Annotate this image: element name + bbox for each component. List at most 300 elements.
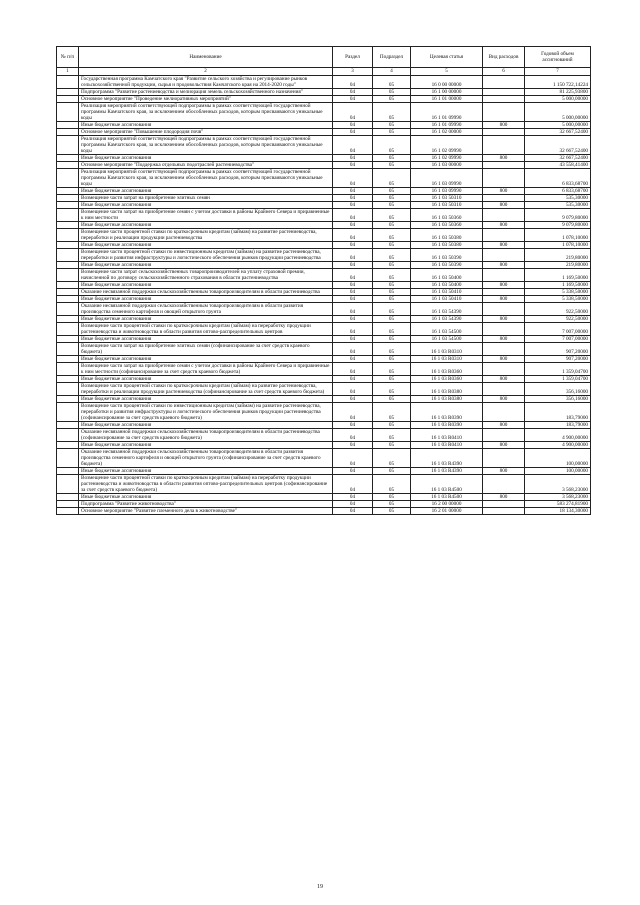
row-name-cell: Иные бюджетные ассигнования <box>79 422 333 429</box>
row-name-cell: Иные бюджетные ассигнования <box>79 188 333 195</box>
table-row <box>57 303 591 316</box>
row-razdel-cell: 04 <box>333 442 373 449</box>
row-expense-type-cell <box>483 449 525 468</box>
row-amount-cell: 356,16000 <box>525 383 591 396</box>
row-number-cell <box>57 316 79 323</box>
row-podrazdel-cell: 05 <box>373 363 411 376</box>
table-row <box>57 209 591 222</box>
row-name-cell: Возмещение части процентной ставки по краткосрочным кредитам (займам) на развитие растениеводства, переработки и реализации продукции растениеводства <box>79 229 333 242</box>
row-number-cell <box>57 155 79 162</box>
row-podrazdel-cell: 05 <box>373 403 411 422</box>
row-name-cell: Иные бюджетные ассигнования <box>79 396 333 403</box>
row-number-cell <box>57 209 79 222</box>
row-amount-cell: 81 225,93800 <box>525 89 591 96</box>
table-row <box>57 155 591 162</box>
row-razdel-cell: 04 <box>333 262 373 269</box>
row-podrazdel-cell: 05 <box>373 222 411 229</box>
row-expense-type-cell <box>483 195 525 202</box>
row-expense-type-cell <box>483 136 525 155</box>
row-amount-cell: 1 359,04700 <box>525 376 591 383</box>
row-target-article-cell: 16 1 01 09990 <box>411 103 483 122</box>
row-razdel-cell: 04 <box>333 468 373 475</box>
row-amount-cell: 1 078,10000 <box>525 242 591 249</box>
row-podrazdel-cell: 05 <box>373 376 411 383</box>
row-razdel-cell: 04 <box>333 396 373 403</box>
row-podrazdel-cell: 05 <box>373 449 411 468</box>
row-expense-type-cell <box>483 249 525 262</box>
table-row <box>57 89 591 96</box>
row-razdel-cell: 04 <box>333 103 373 122</box>
row-target-article-cell: 16 1 03 R0390 <box>411 422 483 429</box>
row-expense-type-cell: 800 <box>483 296 525 303</box>
row-amount-cell: 5 000,00000 <box>525 122 591 129</box>
row-amount-cell: 18 134,30000 <box>525 508 591 515</box>
row-target-article-cell: 16 1 03 R0360 <box>411 376 483 383</box>
row-target-article-cell: 16 1 03 R0410 <box>411 442 483 449</box>
row-podrazdel-cell: 05 <box>373 195 411 202</box>
row-name-cell: Иные бюджетные ассигнования <box>79 442 333 449</box>
row-target-article-cell: 16 1 03 50310 <box>411 195 483 202</box>
row-number-cell <box>57 103 79 122</box>
row-razdel-cell: 04 <box>333 202 373 209</box>
row-name-cell: Иные бюджетные ассигнования <box>79 222 333 229</box>
row-number-cell <box>57 129 79 136</box>
row-expense-type-cell <box>483 169 525 188</box>
table-body <box>57 76 591 515</box>
row-amount-cell: 43 558,41400 <box>525 162 591 169</box>
row-amount-cell: 183,79000 <box>525 403 591 422</box>
row-target-article-cell: 16 1 03 50310 <box>411 202 483 209</box>
row-razdel-cell: 04 <box>333 475 373 494</box>
row-name-cell: Иные бюджетные ассигнования <box>79 155 333 162</box>
row-name-cell: Возмещение части процентной ставки по краткосрочным кредитам (займам) на развитие растениеводства, переработки и реализации продукции растениеводства (софинансирование за счет средств краевого бюджета) <box>79 383 333 396</box>
row-name-cell: Возмещение части процентной ставки по краткосрочным кредитам (займам) на переработку продукции растениеводства и животноводства в области развития оптово-распределительных центров (софинансирование за счет средств краевого бюджета) <box>79 475 333 494</box>
column-index: 4 <box>373 68 411 76</box>
table-row <box>57 336 591 343</box>
row-razdel-cell: 04 <box>333 343 373 356</box>
row-target-article-cell: 16 1 03 R0380 <box>411 383 483 396</box>
row-name-cell: Возмещение части процентной ставки по инвестиционным кредитам (займам) на развитие растениеводства, переработки и развития инфраструктуры и логистического обеспечения рынков продукции растениеводства <box>79 249 333 262</box>
row-target-article-cell: 16 1 03 54390 <box>411 316 483 323</box>
column-index: 1 <box>57 68 79 76</box>
row-razdel-cell: 04 <box>333 269 373 282</box>
row-expense-type-cell <box>483 323 525 336</box>
row-target-article-cell: 16 1 03 54500 <box>411 323 483 336</box>
header-podrazdel: Подраздел <box>373 47 411 68</box>
column-index: 5 <box>411 68 483 76</box>
row-number-cell <box>57 508 79 515</box>
row-razdel-cell: 04 <box>333 296 373 303</box>
row-name-cell: Возмещение части затрат на приобретение семян с учетом доставки в районы Крайнего Севера и приравненные к ним местности (софинансирование за счет средств краевого бюджета) <box>79 363 333 376</box>
row-razdel-cell: 04 <box>333 508 373 515</box>
row-number-cell <box>57 89 79 96</box>
row-expense-type-cell <box>483 209 525 222</box>
row-razdel-cell: 04 <box>333 494 373 501</box>
table-row <box>57 316 591 323</box>
row-amount-cell: 9 079,80000 <box>525 222 591 229</box>
row-expense-type-cell <box>483 96 525 103</box>
row-podrazdel-cell: 05 <box>373 169 411 188</box>
row-target-article-cell: 16 1 01 09990 <box>411 122 483 129</box>
row-podrazdel-cell: 05 <box>373 96 411 103</box>
row-razdel-cell: 04 <box>333 429 373 442</box>
row-razdel-cell: 04 <box>333 229 373 242</box>
row-podrazdel-cell: 05 <box>373 289 411 296</box>
row-target-article-cell: 16 2 01 00000 <box>411 508 483 515</box>
row-razdel-cell: 04 <box>333 222 373 229</box>
row-expense-type-cell <box>483 89 525 96</box>
row-podrazdel-cell: 05 <box>373 356 411 363</box>
row-name-cell: Основное мероприятие "Проведение мелиоративных мероприятий" <box>79 96 333 103</box>
row-number-cell <box>57 356 79 363</box>
row-podrazdel-cell: 05 <box>373 162 411 169</box>
row-expense-type-cell: 800 <box>483 262 525 269</box>
table-row <box>57 222 591 229</box>
row-number-cell <box>57 195 79 202</box>
table-row <box>57 376 591 383</box>
row-podrazdel-cell: 05 <box>373 336 411 343</box>
row-podrazdel-cell: 05 <box>373 296 411 303</box>
row-target-article-cell: 16 0 00 00000 <box>411 76 483 89</box>
row-name-cell: Иные бюджетные ассигнования <box>79 202 333 209</box>
row-expense-type-cell: 800 <box>483 155 525 162</box>
row-number-cell <box>57 229 79 242</box>
row-name-cell: Основное мероприятие "Повышение плодородия почв" <box>79 129 333 136</box>
row-podrazdel-cell: 05 <box>373 282 411 289</box>
row-amount-cell: 100,00000 <box>525 468 591 475</box>
row-name-cell: Иные бюджетные ассигнования <box>79 296 333 303</box>
row-target-article-cell: 16 1 03 54390 <box>411 303 483 316</box>
row-podrazdel-cell: 05 <box>373 429 411 442</box>
row-target-article-cell: 16 1 03 09990 <box>411 169 483 188</box>
row-number-cell <box>57 242 79 249</box>
row-razdel-cell: 04 <box>333 316 373 323</box>
row-amount-cell: 5 000,00000 <box>525 96 591 103</box>
row-razdel-cell: 04 <box>333 363 373 376</box>
row-expense-type-cell: 800 <box>483 468 525 475</box>
row-number-cell <box>57 343 79 356</box>
row-podrazdel-cell: 05 <box>373 269 411 282</box>
row-name-cell: Оказание несвязанной поддержки сельскохозяйственным товаропроизводителям в области развития производства семенного картофеля и овощей открытого грунта <box>79 303 333 316</box>
row-target-article-cell: 16 1 00 00000 <box>411 89 483 96</box>
row-expense-type-cell: 800 <box>483 336 525 343</box>
table-row <box>57 162 591 169</box>
row-razdel-cell: 04 <box>333 403 373 422</box>
row-amount-cell: 535,30000 <box>525 195 591 202</box>
row-expense-type-cell: 800 <box>483 122 525 129</box>
row-podrazdel-cell: 05 <box>373 89 411 96</box>
row-number-cell <box>57 188 79 195</box>
row-target-article-cell: 16 1 02 09990 <box>411 155 483 162</box>
column-index: 6 <box>483 68 525 76</box>
row-number-cell <box>57 323 79 336</box>
row-razdel-cell: 04 <box>333 422 373 429</box>
table-row <box>57 403 591 422</box>
row-podrazdel-cell: 05 <box>373 501 411 508</box>
row-amount-cell: 3 568,23000 <box>525 475 591 494</box>
table-row <box>57 323 591 336</box>
row-podrazdel-cell: 05 <box>373 188 411 195</box>
row-name-cell: Реализация мероприятий соответствующей подпрограммы в рамках соответствующей государственной программы Камчатского края, за исключением обособленных расходов, которым присваиваются уникальные коды <box>79 136 333 155</box>
row-amount-cell: 356,16000 <box>525 396 591 403</box>
table-row <box>57 242 591 249</box>
column-index: 7 <box>525 68 591 76</box>
row-amount-cell: 219,80000 <box>525 262 591 269</box>
row-number-cell <box>57 396 79 403</box>
table-row <box>57 429 591 442</box>
table-row <box>57 249 591 262</box>
row-podrazdel-cell: 05 <box>373 343 411 356</box>
row-podrazdel-cell: 05 <box>373 122 411 129</box>
table-row <box>57 229 591 242</box>
row-razdel-cell: 04 <box>333 383 373 396</box>
table-row <box>57 501 591 508</box>
column-index-row <box>57 68 591 76</box>
table-row <box>57 195 591 202</box>
table-row <box>57 508 591 515</box>
row-razdel-cell: 04 <box>333 195 373 202</box>
row-podrazdel-cell: 05 <box>373 242 411 249</box>
row-target-article-cell: 16 1 03 09990 <box>411 188 483 195</box>
row-name-cell: Возмещение части затрат сельскохозяйственных товаропроизводителей на уплату страховой премии, начисленной по договору сельскохозяйственного страхования в области растениеводства <box>79 269 333 282</box>
row-expense-type-cell <box>483 229 525 242</box>
row-amount-cell: 907,20000 <box>525 343 591 356</box>
row-razdel-cell: 04 <box>333 209 373 222</box>
row-razdel-cell: 04 <box>333 89 373 96</box>
header-annual-amount: Годовой объем ассигнований <box>525 47 591 68</box>
row-expense-type-cell <box>483 508 525 515</box>
row-podrazdel-cell: 05 <box>373 262 411 269</box>
row-amount-cell: 1 359,04700 <box>525 363 591 376</box>
row-amount-cell: 583 274,81900 <box>525 501 591 508</box>
row-podrazdel-cell: 05 <box>373 103 411 122</box>
table-row <box>57 422 591 429</box>
row-target-article-cell: 16 1 03 50410 <box>411 289 483 296</box>
row-amount-cell: 5 338,50000 <box>525 296 591 303</box>
row-expense-type-cell: 800 <box>483 188 525 195</box>
table-row <box>57 103 591 122</box>
row-name-cell: Основное мероприятие "Поддержка отдельных подотраслей растениеводства" <box>79 162 333 169</box>
row-amount-cell: 7 007,00000 <box>525 323 591 336</box>
row-number-cell <box>57 222 79 229</box>
row-name-cell: Оказание несвязанной поддержки сельскохозяйственным товаропроизводителям в области растениеводства <box>79 289 333 296</box>
row-podrazdel-cell: 05 <box>373 468 411 475</box>
table-row <box>57 383 591 396</box>
row-expense-type-cell: 800 <box>483 494 525 501</box>
row-target-article-cell: 16 1 02 00000 <box>411 129 483 136</box>
table-header-row <box>57 47 591 68</box>
row-expense-type-cell <box>483 269 525 282</box>
table-row <box>57 296 591 303</box>
row-number-cell <box>57 442 79 449</box>
row-amount-cell: 1 150 722,14224 <box>525 76 591 89</box>
row-name-cell: Иные бюджетные ассигнования <box>79 282 333 289</box>
row-name-cell: Иные бюджетные ассигнования <box>79 356 333 363</box>
header-name: Наименование <box>79 47 333 68</box>
row-number-cell <box>57 429 79 442</box>
table-row <box>57 269 591 282</box>
table-row <box>57 136 591 155</box>
row-razdel-cell: 04 <box>333 169 373 188</box>
table-row <box>57 202 591 209</box>
table-row <box>57 188 591 195</box>
row-razdel-cell: 04 <box>333 129 373 136</box>
row-podrazdel-cell: 05 <box>373 209 411 222</box>
row-name-cell: Возмещение части затрат на приобретение элитных семян (софинансирование за счет средств краевого бюджета) <box>79 343 333 356</box>
row-podrazdel-cell: 05 <box>373 383 411 396</box>
row-expense-type-cell <box>483 303 525 316</box>
budget-table <box>56 46 591 515</box>
row-amount-cell: 100,00000 <box>525 449 591 468</box>
row-expense-type-cell <box>483 76 525 89</box>
table-row <box>57 356 591 363</box>
row-number-cell <box>57 162 79 169</box>
column-index: 2 <box>79 68 333 76</box>
table-row <box>57 76 591 89</box>
row-target-article-cell: 16 1 03 R0310 <box>411 356 483 363</box>
row-name-cell: Оказание несвязанной поддержки сельскохозяйственным товаропроизводителям в области растениеводства (софинансирование за счет средств краевого бюджета) <box>79 429 333 442</box>
row-target-article-cell: 16 1 03 R4390 <box>411 449 483 468</box>
row-name-cell: Иные бюджетные ассигнования <box>79 376 333 383</box>
row-number-cell <box>57 494 79 501</box>
row-target-article-cell: 16 1 03 R4500 <box>411 494 483 501</box>
row-amount-cell: 5 000,00000 <box>525 103 591 122</box>
row-number-cell <box>57 262 79 269</box>
row-amount-cell: 219,80000 <box>525 249 591 262</box>
row-amount-cell: 907,20000 <box>525 356 591 363</box>
row-podrazdel-cell: 05 <box>373 129 411 136</box>
row-target-article-cell: 16 1 03 R0360 <box>411 363 483 376</box>
row-expense-type-cell <box>483 403 525 422</box>
row-razdel-cell: 04 <box>333 96 373 103</box>
row-name-cell: Возмещение части затрат на приобретение элитных семян <box>79 195 333 202</box>
row-name-cell: Реализация мероприятий соответствующей подпрограммы в рамках соответствующей государственной программы Камчатского края, за исключением обособленных расходов, которым присваиваются уникальные коды <box>79 169 333 188</box>
row-name-cell: Иные бюджетные ассигнования <box>79 468 333 475</box>
row-target-article-cell: 16 1 03 R0380 <box>411 396 483 403</box>
table-row <box>57 468 591 475</box>
row-razdel-cell: 04 <box>333 376 373 383</box>
table-row <box>57 396 591 403</box>
row-amount-cell: 7 007,00000 <box>525 336 591 343</box>
row-number-cell <box>57 403 79 422</box>
table-row <box>57 122 591 129</box>
row-amount-cell: 922,50000 <box>525 303 591 316</box>
row-expense-type-cell: 800 <box>483 316 525 323</box>
row-expense-type-cell <box>483 475 525 494</box>
row-expense-type-cell <box>483 501 525 508</box>
row-number-cell <box>57 136 79 155</box>
row-razdel-cell: 04 <box>333 242 373 249</box>
row-razdel-cell: 04 <box>333 76 373 89</box>
table-row <box>57 442 591 449</box>
row-number-cell <box>57 363 79 376</box>
row-expense-type-cell <box>483 162 525 169</box>
row-name-cell: Иные бюджетные ассигнования <box>79 316 333 323</box>
table-row <box>57 494 591 501</box>
row-target-article-cell: 16 1 03 R4500 <box>411 475 483 494</box>
row-amount-cell: 4 900,00000 <box>525 442 591 449</box>
row-target-article-cell: 16 1 03 50380 <box>411 229 483 242</box>
row-expense-type-cell <box>483 289 525 296</box>
row-name-cell: Государственная программа Камчатского края "Развитие сельского хозяйства и регулирование рынков сельскохозяйственной продукции, сырья и продовольствия Камчатского края на 2014-2020 годы" <box>79 76 333 89</box>
row-amount-cell: 3 568,23000 <box>525 494 591 501</box>
page-number: 19 <box>317 884 323 890</box>
row-target-article-cell: 16 2 00 00000 <box>411 501 483 508</box>
table-row <box>57 262 591 269</box>
row-razdel-cell: 04 <box>333 449 373 468</box>
row-name-cell: Иные бюджетные ассигнования <box>79 242 333 249</box>
row-podrazdel-cell: 05 <box>373 323 411 336</box>
row-target-article-cell: 16 1 03 50400 <box>411 269 483 282</box>
row-name-cell: Подпрограмма "Развитие животноводства" <box>79 501 333 508</box>
row-number-cell <box>57 249 79 262</box>
row-expense-type-cell <box>483 343 525 356</box>
row-amount-cell: 9 079,80000 <box>525 209 591 222</box>
table-row <box>57 475 591 494</box>
row-number-cell <box>57 202 79 209</box>
row-number-cell <box>57 501 79 508</box>
row-name-cell: Возмещение части затрат на приобретение семян с учетом доставки в районы Крайнего Севера и приравненные к ним местности <box>79 209 333 222</box>
row-expense-type-cell: 800 <box>483 422 525 429</box>
row-expense-type-cell <box>483 103 525 122</box>
row-target-article-cell: 16 1 03 R0410 <box>411 429 483 442</box>
row-number-cell <box>57 296 79 303</box>
row-name-cell: Основное мероприятие "Развитие племенного дела в животноводстве" <box>79 508 333 515</box>
row-number-cell <box>57 169 79 188</box>
row-expense-type-cell <box>483 363 525 376</box>
row-expense-type-cell: 800 <box>483 356 525 363</box>
budget-document <box>56 46 590 515</box>
row-target-article-cell: 16 1 03 54500 <box>411 336 483 343</box>
row-expense-type-cell <box>483 429 525 442</box>
row-razdel-cell: 04 <box>333 188 373 195</box>
table-row <box>57 449 591 468</box>
row-number-cell <box>57 383 79 396</box>
row-podrazdel-cell: 05 <box>373 136 411 155</box>
row-amount-cell: 4 900,00000 <box>525 429 591 442</box>
row-number-cell <box>57 289 79 296</box>
table-row <box>57 282 591 289</box>
table-row <box>57 129 591 136</box>
row-number-cell <box>57 449 79 468</box>
table-row <box>57 96 591 103</box>
table-row <box>57 363 591 376</box>
row-number-cell <box>57 269 79 282</box>
row-razdel-cell: 04 <box>333 136 373 155</box>
row-number-cell <box>57 422 79 429</box>
column-index: 3 <box>333 68 373 76</box>
row-target-article-cell: 16 1 03 50360 <box>411 222 483 229</box>
row-expense-type-cell <box>483 383 525 396</box>
row-target-article-cell: 16 1 02 09990 <box>411 136 483 155</box>
row-amount-cell: 535,30000 <box>525 202 591 209</box>
header-target-article: Целевая статья <box>411 47 483 68</box>
row-target-article-cell: 16 1 03 50360 <box>411 209 483 222</box>
row-razdel-cell: 04 <box>333 289 373 296</box>
row-expense-type-cell: 800 <box>483 442 525 449</box>
row-name-cell: Возмещение части процентной ставки по краткосрочным кредитам (займам) на переработку продукции растениеводства и животноводства в области развития оптово-распределительных центров <box>79 323 333 336</box>
row-number-cell <box>57 122 79 129</box>
row-target-article-cell: 16 1 01 00000 <box>411 96 483 103</box>
row-target-article-cell: 16 1 03 50390 <box>411 249 483 262</box>
row-number-cell <box>57 475 79 494</box>
row-name-cell: Иные бюджетные ассигнования <box>79 122 333 129</box>
row-razdel-cell: 04 <box>333 249 373 262</box>
row-target-article-cell: 16 1 03 R4390 <box>411 468 483 475</box>
row-amount-cell: 922,50000 <box>525 316 591 323</box>
row-number-cell <box>57 376 79 383</box>
table-row <box>57 343 591 356</box>
